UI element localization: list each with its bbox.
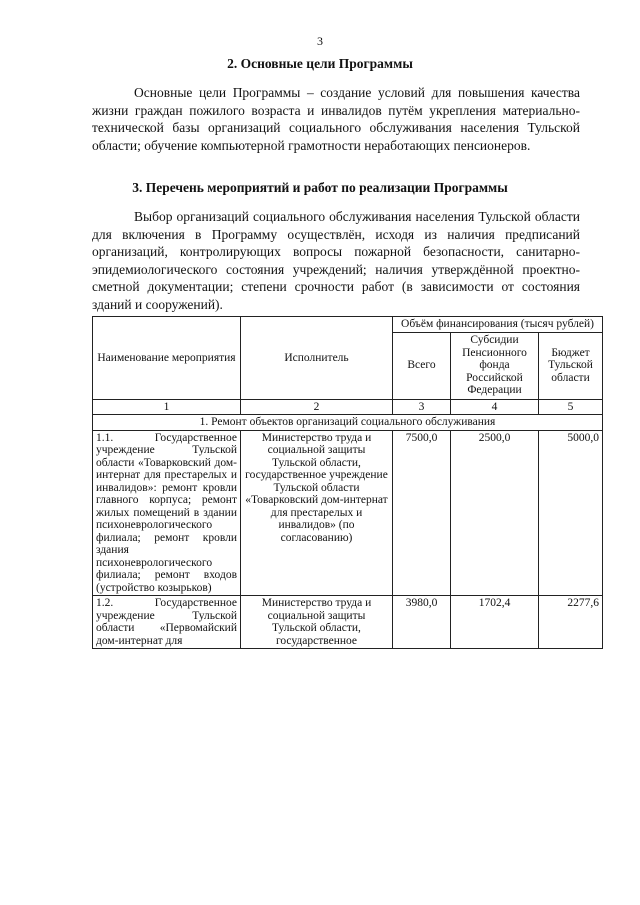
row-total: 3980,0 xyxy=(393,596,451,649)
row-name: 1.1. Государственное учреждение Тульской области «Товарковский дом-интернат для престарелых и инвалидов»: ремонт кровли главного корпуса; ремонт жилых помещений в здании психоневрологического филиала; ремонт кровли здания психоневрологического филиала; ремонт входов (устройство козырьков) xyxy=(93,430,241,596)
table-row xyxy=(93,596,603,649)
column-number: 5 xyxy=(539,399,603,415)
section-3-title: 3. Перечень мероприятий и работ по реализации Программы xyxy=(132,180,508,195)
row-pension-fund: 1702,4 xyxy=(451,596,539,649)
row-executor: Министерство труда и социальной защиты Тульской области, государственное учреждение Тульской области «Товарковский дом-интернат для престарелых и инвалидов» (по согласованию) xyxy=(241,430,393,596)
row-regional-budget: 2277,6 xyxy=(539,596,603,649)
header-regional-budget: Бюджет Тульской области xyxy=(539,332,603,399)
row-name: 1.2. Государственное учреждение Тульской области «Первомайский дом-интернат для xyxy=(93,596,241,649)
section-title-row: 1. Ремонт объектов организаций социального обслуживания xyxy=(93,415,603,431)
row-regional-budget: 5000,0 xyxy=(539,430,603,596)
row-executor: Министерство труда и социальной защиты Тульской области, государственное xyxy=(241,596,393,649)
header-executor: Исполнитель xyxy=(241,317,393,400)
header-pension-fund: Субсидии Пенсионного фонда Российской Федерации xyxy=(451,332,539,399)
row-pension-fund: 2500,0 xyxy=(451,430,539,596)
column-number: 3 xyxy=(393,399,451,415)
table-row xyxy=(93,430,603,596)
page-number: 3 xyxy=(317,34,323,48)
section-2-text: Основные цели Программы – создание условий для повышения качества жизни граждан пожилого возраста и инвалидов путём укрепления материально-технической базы организаций социального обслуживания населения Тульской области; обучение компьютерной грамотности неработающих пенсионеров. xyxy=(92,85,580,153)
funding-table xyxy=(92,316,603,649)
section-2-title: 2. Основные цели Программы xyxy=(227,56,413,71)
section-3-text: Выбор организаций социального обслуживания населения Тульской области для включения в Программу осуществлён, исходя из наличия предписаний организаций, контролирующих вопросы пожарной безопасности, санитарно-эпидемиологического состояния учреждений; наличия утверждённой проектно-сметной документации; степени срочности работ (в зависимости от состояния зданий и сооружений). xyxy=(92,209,580,312)
column-number: 2 xyxy=(241,399,393,415)
row-total: 7500,0 xyxy=(393,430,451,596)
header-name: Наименование мероприятия xyxy=(93,317,241,400)
header-funding: Объём финансирования (тысяч рублей) xyxy=(393,317,603,333)
header-total: Всего xyxy=(393,332,451,399)
column-number: 1 xyxy=(93,399,241,415)
column-number: 4 xyxy=(451,399,539,415)
